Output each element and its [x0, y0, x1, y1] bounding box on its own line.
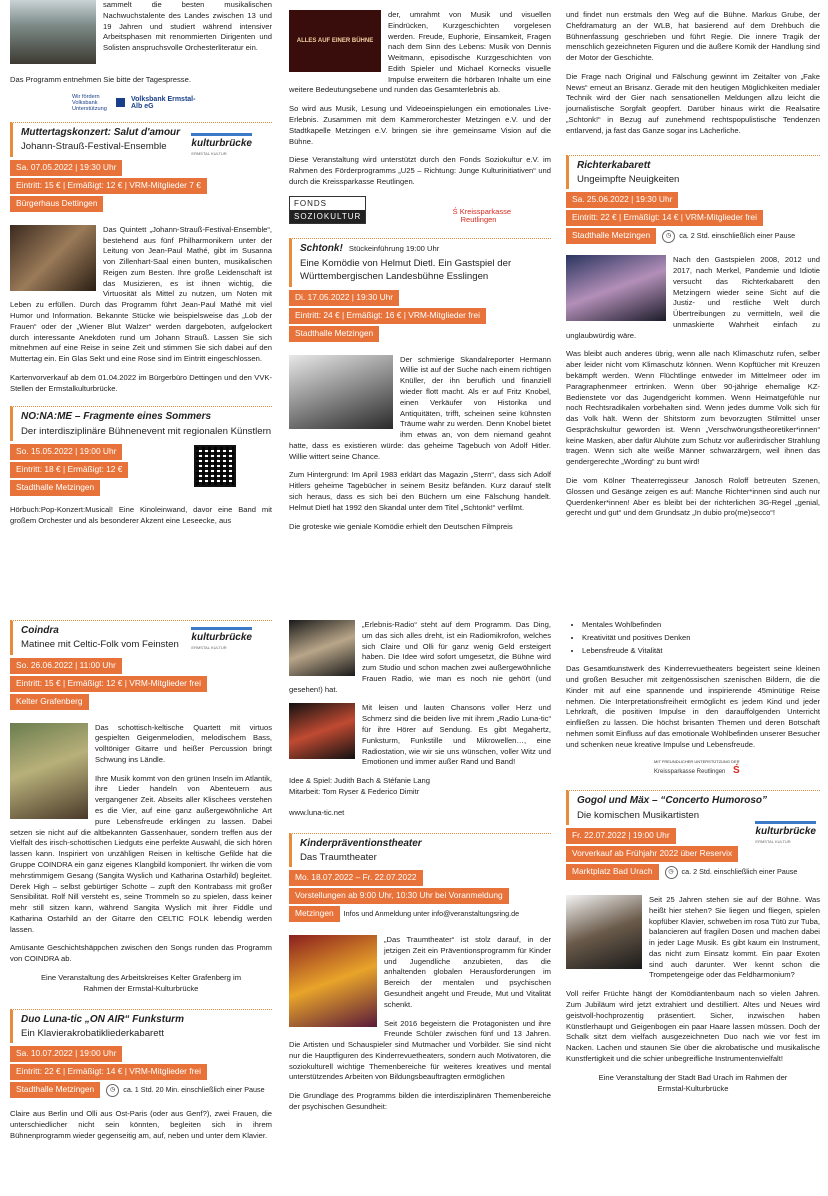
event-price: Eintritt: 22 € | Ermäßigt: 14 € | VRM-Mitglieder frei	[10, 1064, 207, 1080]
event-description-2: Seit 2016 begeistern die Protagonisten und ihre Freunde Schüler zwischen fünf und 13 Jahren. Die Artisten und Schauspieler sind Mutmacher und Vorbilder. Sie sind nicht nur die Hauptfiguren des Kinderrevuetheaters, sondern auch Motivatoren, die soziokulturell wichtige Themenbereiche für weiteres kreatives und mental unterstützendes Arbeiten von Bildungsbeauftragten ermöglichen	[289, 1018, 551, 1082]
event-presale: Vorverkauf ab Frühjahr 2022 über Reservix	[566, 846, 738, 862]
event-date: Fr. 22.07.2022 | 19:00 Uhr	[566, 828, 676, 844]
event-date: So. 15.05.2022 | 19:00 Uhr	[10, 444, 122, 460]
volksbank-icon	[116, 98, 125, 107]
event-date: Mo. 18.07.2022 – Fr. 22.07.2022	[289, 870, 423, 886]
list-item: • Kreativität und positives Denken	[582, 633, 820, 644]
intro-text: sammelt die besten musikalischen Nachwuchstalente des Landes zwischen 13 und 19 Jahren und studiert während intensiver Arbeitsphasen mit renommierten Dirigenten und Solisten anspruchsvolle Orchesterliteratur ein.	[103, 0, 272, 53]
event-footer: Eine Veranstaltung des Arbeitskreises Kelter Grafenberg im Rahmen der Ermstal-Kulturbrücke	[40, 972, 242, 993]
event-description: „Das Traumtheater“ ist stolz darauf, in der jetzigen Zeit ein Präventionsprogramm für Kinder und Jugendliche anzubieten, das die anhaltenden globalen Herausforderungen im Bereich der mentalen und psychischen Gesundheit angeht und Freude, Mut und Vitalität schenkt.	[384, 935, 551, 1009]
event-traumtheater	[289, 833, 551, 868]
column-1-lower	[10, 620, 272, 1149]
event-footer: Eine Veranstaltung der Stadt Bad Urach im Rahmen der Ermstal-Kulturbrücke	[598, 1072, 788, 1093]
event-description: Nach den Gastspielen 2008, 2012 und 2017, nach Merkel, Pandemie und Idiotie versucht das Richterkabarett den Metzingern wieder seine Sicht auf die Justiz- und restliche Welt durch Übertreibungen zu vermitteln, weil die unmaskierte Wahrheit einfach zu unglaubwürdig wäre.	[566, 255, 820, 340]
column-2	[289, 10, 551, 540]
event-background: Zum Hintergrund: Im April 1983 erklärt das Magazin „Stern“, dass sich Adolf Hitlers geheime Tagebücher in seinem Besitz befänden. Kurz darauf stellt sich heraus, dass es sich bei den Büchern um eine Fälschung handelt. Helmut Dietl hat 1992 den Skandal unter dem Titel „Schtonk!“ verfilmt.	[289, 470, 551, 512]
website-link[interactable]: www.luna-tic.net	[289, 807, 345, 817]
event-closing: Amüsante Geschichtshäppchen zwischen den Songs runden das Programm von COINDRA ab.	[10, 943, 272, 964]
event-subtitle: Die komischen Musikartisten	[577, 809, 700, 821]
event-subtitle: Der interdisziplinäre Bühnenevent mit regionalen Künstlern	[21, 425, 272, 437]
event-venue: Stadthalle Metzingen	[10, 480, 100, 496]
column-1	[10, 0, 272, 535]
event-duration: ca. 2 Std. einschließlich einer Pause	[679, 231, 796, 241]
event-subtitle: Ungeimpfte Neuigkeiten	[577, 173, 680, 185]
event-coindra	[10, 620, 272, 655]
kreissparkasse-logo: Ś Kreissparkasse Reutlingen	[452, 206, 511, 225]
event-presale: Kartenvorverkauf ab dem 01.04.2022 im Bürgerbüro Dettingen und den VVK-Stellen der Ermstalkulturbrücke.	[10, 372, 272, 393]
event-title: Richterkabarett	[577, 159, 651, 171]
event-title: NO:NA:ME – Fragmente eines Sommers	[21, 411, 212, 423]
event-subtitle: Johann-Strauß-Festival-Ensemble	[21, 141, 167, 153]
kulturbruecke-logo: kulturbrücke ERMSTAL KULTUR	[191, 627, 252, 651]
clock-icon: ◷	[662, 230, 675, 243]
intro-text: der, umrahmt von Musik und visuellen Eindrücken, Kurzgeschichten vorgelesen werden. Freude, Euphorie, Einsamkeit, Fragen nach dem Sinn des Lebens: Musik von Dennis Weitmann, episodische Kurzgeschichten von Edith Spieler und Michael Kornecks visuelle Impulse erweitern die hörbaren Inhalte um eine weitere Bedeutungsebene und runden das Gesamterlebnis ab.	[289, 10, 551, 95]
intro-note: Das Programm entnehmen Sie bitte der Tagespresse.	[10, 75, 191, 84]
event-description-2: Was bleibt auch anderes übrig, wenn alle nach Klimaschutz rufen, selber aber leider nicht vom Klimaschutz können. Wenn Kopftücher mit Kreuzen bekämpft werden. Wenn Flüchtlinge entweder im Mittelmeer oder im Paragraphenmeer ertrinken. Wenn über 90-jährige ehemalige KZ-Bedienstete vor das Jugendgericht kommen. Wenn Heimatgefühle nur noch Rechtsradikalen vorbehalten sind. Wenn jedes dumme Volk sich für das Volk hält. Wenn der Shitstorm zum bevorzugten Stilmittel unser Gesprächskultur geworden ist. Wenn „Verschwörungstheoretiker*innen“ keine Masken, aber dafür Aluhüte zum Schutz vor außerirdischer Strahlung tragen. Wenn sich alte weiße Männer schwarzärgern, weil ihnen das gendergerechte „Wording“ zu bunt wird!	[566, 349, 820, 467]
event-text: Das Gesamtkunstwerk des Kinderrevuetheaters begeistert seine kleinen und großen Besucher mit zeitgenössischen szenischen Bildern, die die Kinder mit auf eine spannende und inspirierende 45minütige Reise nehmen. Die Interpretationsfreiheit ermöglicht es jedem Kind und jeder Lehrkraft, die positiven Impulse in den darauffolgenden Unterricht einfließen zu lassen. Die höchst brisanten Themen und deren Botschaft nehmen somit Einfluss auf das emotionale Wohlbefinden unserer Besucher und schenken neue kreative Impulse und Lebensfreude.	[566, 664, 820, 749]
event-date: Di. 17.05.2022 | 19:30 Uhr	[289, 290, 399, 306]
event-muttertagskonzert	[10, 122, 272, 157]
event-price: Eintritt: 24 € | Ermäßigt: 16 € | VRM-Mitglieder frei	[289, 308, 486, 324]
credits-1: Idee & Spiel: Judith Bach & Stéfanie Lang	[289, 776, 431, 786]
volksbank-logo: Wir fördern Volksbank Unterstützung Volksbank Ermstal-Alb eG	[72, 93, 196, 113]
event-venue: Marktplatz Bad Urach	[566, 864, 659, 880]
event-date: So. 26.06.2022 | 11:00 Uhr	[10, 658, 122, 674]
credits-2: Mitarbeit: Tom Ryser & Federico Dimitr	[289, 786, 420, 796]
event-description: Hörbuch:Pop-Konzert:Musical! Eine Kinoleinwand, davor eine Band mit großem Orchester und als besonderer Akzent eine Leseecke, aus	[10, 505, 272, 525]
sparkasse-icon: Ś	[733, 765, 740, 777]
event-subtitle: Eine Komödie von Helmut Dietl. Ein Gastspiel der Württembergischen Landesbühne Esslingen	[300, 257, 512, 283]
event-description-2: Voll reifer Früchte hängt der Komödiantenbaum nach so vielen Jahren. Zum Jubiläum wird jetzt extrahiert und destilliert. Altes und Neues wird geistvoll-hochprozentig präsentiert. Sicher, inzwischen haben Künstlerhaupt und Geigenbogen ein paar Haare lassen müssen. Doch der Schalk sitzt dem vielfach ausgezeichneten Duo nach wie vor fest im Nacken. Lachen und staunen Sie über die akrobatische und musikalische Kunstfertigkeit und die schier unbegreifliche Instrumentenvielfalt!	[566, 989, 820, 1063]
richter-photo	[566, 255, 666, 321]
event-title: Coindra	[21, 625, 59, 636]
event-subtitle: Ein Klavierakrobatikliederkabarett	[21, 1027, 164, 1039]
schtonk-photo	[289, 355, 393, 429]
traumtheater-photo	[289, 935, 377, 1027]
list-item: • Lebensfreude & Vitalität	[582, 646, 820, 657]
event-award: Die groteske wie geniale Komödie erhielt den Deutschen Filmpreis	[289, 521, 513, 531]
event-subtitle: Matinee mit Celtic-Folk vom Feinsten	[21, 639, 179, 651]
event-duration: ca. 2 Std. einschließlich einer Pause	[681, 866, 798, 876]
qr-code[interactable]	[194, 445, 236, 487]
event-title: Schtonk!	[300, 243, 343, 255]
event-venue: Stadthalle Metzingen	[10, 1082, 100, 1098]
event-times: Vorstellungen ab 9:00 Uhr, 10:30 Uhr bei Voranmeldung	[289, 888, 509, 904]
event-description: Seit 25 Jahren stehen sie auf der Bühne. Was heißt hier stehen? Sie liegen und fliegen, spielen kopfüber Klavier, schweben im rosa Tütü zur Tuba, balancieren auf fragilen Dosen und machen dabei in jeder Lage Musik. Es gibt kaum ein Instrument, das nicht zum Einsatz kommt. Ein paar Exoten sind auch darunter. Wer kennt schon die Trompetengeige oder das Feldharmonium?	[649, 895, 820, 980]
event-description: Ihre Musik kommt von den grünen Inseln im Atlantik, ihre Lieder handeln von Abenteuern aus vergangener Zeit. Abseits aller Klischees verstehen es die Vier, auf eine ganz außergewöhnliche Art pure Lebensfreude erklingen zu lassen. Dabei setzen sie nicht auf die altbekannten Gassenhauer, sondern treffen aus der Vielfalt des irisch-schottischen Liedguts eine perfekte Auswahl, die sich hören lassen kann. Inspiriert von unzähligen Reisen in keltische Gefilde hat die Gruppe COINDRA ein ganz eigenes Klangbild komponiert. Ihr wirken die vom mehrstimmigem Gesang (Sangita Wyslich und Katharina Ostarhild) begleitet. Derek High – selbst gebürtiger Schotte – zupft den Kontrabass mit großer Sensibilität. Rolf Nill versteht es, seine Trommeln so zu spielen, dass keiner mehr still sitzen kann, während Sangita Wyslich mit ihrer Fiddle und Katharina Ostarhild an der Gitarre den CELTIC FOLK lebendig werden lassen.	[10, 773, 272, 934]
event-date: Sa. 25.06.2022 | 19:30 Uhr	[566, 192, 678, 208]
event-venue: Stadthalle Metzingen	[566, 228, 656, 244]
orchestra-photo	[10, 0, 96, 64]
clock-icon: ◷	[106, 1084, 119, 1097]
event-richterkabarett	[566, 155, 820, 190]
event-title: Duo Luna-tic „ON AIR“ Funksturm	[21, 1013, 184, 1025]
event-venue: Metzingen	[289, 906, 340, 922]
event-title-note: Stückeinführung 19:00 Uhr	[348, 244, 440, 254]
event-duration: ca. 1 Std. 20 Min. einschließlich einer Pause	[123, 1085, 265, 1095]
event-price: Eintritt: 15 € | Ermäßigt: 12 € | VRM-Mitglieder 7 €	[10, 178, 207, 194]
event-date: Sa. 07.05.2022 | 19:30 Uhr	[10, 160, 122, 176]
event-description: Claire aus Berlin und Olli aus Ost-Paris (oder aus Genf?), zwei Frauen, die unterschiedlicher nicht sein könnten, begleiten sich in ihrem Bühnenprogramm wieder gegenseitig am, auf, neben und unter dem Klavier.	[10, 1109, 272, 1140]
event-intro: Das schottisch-keltische Quartett mit virtuos gespielten Geigenmelodien, melodischem Bass, volltöniger Gitarre und heißer Percussion bringt Schwung ins Ländle.	[95, 722, 272, 764]
event-price: Eintritt: 18 € | Ermäßigt: 12 €	[10, 462, 128, 478]
event-price: Eintritt: 15 € | Ermäßigt: 12 € | VRM-Mitglieder frei	[10, 676, 207, 692]
event-date: Sa. 10.07.2022 | 19:00 Uhr	[10, 1046, 122, 1062]
ensemble-photo	[10, 225, 96, 291]
column-2-lower	[289, 620, 551, 1121]
event-description: Der schmierige Skandalreporter Hermann Willie ist auf der Suche nach einem richtigen Knüller, der ihn beruflich und finanziell wieder flott macht. Als er auf Fritz Knobel, einen Verkäufer von Historika und Antiquitäten, trifft, scheinen seine kühnsten Träume wahr zu werden. Denn Knobel bietet ihm etwas an, von dem niemand geahnt hatte, dass es existieren würde: das geheime Tagebuch von Adolf Hitler. Willie wittert seine Chance.	[289, 354, 551, 461]
event-subtitle: Das Traumtheater	[300, 851, 377, 863]
gogol-photo	[566, 895, 642, 969]
event-contact: Infos und Anmeldung unter info@veranstaltungsring.de	[343, 909, 520, 919]
intro-text-2: So wird aus Musik, Lesung und Videoeinspielungen ein emotionales Live-Erlebnis. Zusammen mit dem Kammerorchester Metzingen e.V. und der Stadtkapelle Metzingen e.V. bringen sie ihre gemeinsame Vision auf die Bühne.	[289, 104, 551, 146]
kulturbruecke-logo: kulturbrücke ERMSTAL KULTUR	[191, 133, 252, 157]
event-title: Kinderpräventionstheater	[300, 837, 422, 849]
intro-text-3: Diese Veranstaltung wird unterstützt durch den Fonds Soziokultur e.V. im Rahmen des Förderprogramms „U25 – Richtung: Junge Kulturinitiativen“ und durch die Kreissparkasse Reutlingen.	[289, 155, 551, 186]
clock-icon: ◷	[665, 866, 678, 879]
column-3-lower	[566, 620, 820, 1102]
event-description-3: Die Grundlage des Programms bilden die interdisziplinären Themenbereiche der psychischen Gesundheit:	[289, 1091, 551, 1111]
kulturbruecke-logo: kulturbrücke ERMSTAL KULTUR	[755, 821, 816, 845]
event-title: Muttertagskonzert: Salut d'amour	[21, 127, 181, 139]
chanson-photo	[289, 703, 355, 759]
column-3	[566, 10, 820, 527]
event-venue: Bürgerhaus Dettingen	[10, 196, 103, 212]
event-gogol-maex	[566, 790, 820, 825]
coindra-photo	[10, 723, 88, 819]
kreissparkasse-logo: MIT FREUNDLICHER UNTERSTÜTZUNG DER Kreissparkasse Reutlingen Ś	[654, 758, 740, 777]
event-title: Gogol und Mäx – “Concerto Humoroso”	[577, 795, 768, 807]
stage-photo: ALLES AUF EINER BÜHNE	[289, 10, 381, 72]
fonds-soziokultur-logo: FONDS SOZIOKULTUR	[289, 196, 366, 225]
list-item: • Mentales Wohlbefinden	[582, 620, 820, 631]
event-venue: Kelter Grafenberg	[10, 694, 89, 710]
event-price: Eintritt: 22 € | Ermäßigt: 14 € | VRM-Mitglieder frei	[566, 210, 763, 226]
themes-list	[566, 620, 820, 656]
event-duo-lunatic	[10, 1009, 272, 1044]
event-description: Das Quintett „Johann-Strauß-Festival-Ensemble“, bestehend aus fünf Philharmonikern unter der Leitung von Jean-Paul Mathé, gibt im Susanna von Zillenhart-Saal einen bunten, musikalischen Reigen zum Besten. Ihre große Leidenschaft ist das Musizieren, es ist ihnen wichtig, die Virtuosität als Mittel zu nutzen, um Noten mit Leben zu erfüllen. Durch das Programm führt Jean-Paul Mathé mit viel Humor und Information. Bekannte Stücke wie beispielsweise das „Lob der Frauen“ oder der „Wiener Blut Walzer“ werden dargeboten, aufgelockert durch interessante Anekdoten rund um Johann Strauß. Lassen Sie sich mitnehmen auf eine Reise in seine Zeit und stimmen Sie sich dabei auf den Muttertag ein. Ein Glas Sekt und eine Rose sind im Eintritt eingeschlossen.	[10, 224, 272, 364]
event-description-3: Die vom Kölner Theaterregisseur Janosch Roloff betreuten Szenen, Glossen und Gesänge zeigen es auf: Manche Richter*innen sind auch nur Querdenker*innen! Aber es bleibt bei der richterlichen 3G-Regel „genial, gerecht und gut“ und dem Grundsatz „In dubio pro(me)secco“!	[566, 476, 820, 518]
event-text-2: Mit leisen und lauten Chansons voller Herz und Schmerz sind die beiden live mit ihrem „Radio Luna-tic“ für ihre Hörer auf Sendung. Es gibt Megahertz, Funksturm, Funkstille und Mikrowellen…, eine Radiostation, wie wir sie uns wünschen, voller Witz und Emotionen und immer außer Rand und Band!	[362, 703, 551, 767]
event-nonamer	[10, 406, 272, 441]
event-venue: Stadthalle Metzingen	[289, 326, 379, 342]
event-text: „Erlebnis-Radio“ steht auf dem Programm. Das Ding, um das sich alles dreht, ist ein Radiomikrofon, welches sich Claire und Olli für ganz wenig Geld ersteigert haben. Die Idee wird sofort umgesetzt, die Bühne wird zum Studio und schon machen zwei außergewöhnliche Frauen Radio, wie man es noch nie gehört (und gesehen!) hat.	[289, 620, 551, 694]
intro-text: und findet nun erstmals den Weg auf die Bühne. Markus Grube, der Chefdramaturg an der WLB, hat basierend auf dem Drehbuch die Bühnenfassung geschrieben und führt Regie. Die innere Tragik der menschlich gezeichneten Figuren und die äußere Komik der Handlung sind der Motor der Geschichte.	[566, 10, 820, 63]
sparkasse-icon: Ś	[452, 206, 458, 216]
intro-text-2: Die Frage nach Original und Fälschung gewinnt im Zeitalter von „Fake News“ erneut an Brisanz. Gerade mit den heutigen Möglichkeiten medialer Technik wird der Gier nach sensationellen Meldungen allzu leicht die journalistische Sorgfalt geopfert. Darüber hinaus wirkt die Realsatire „Schtonk!“ in Bezug auf zunehmend rechtspopulistische Tendenzen entlarvend, ja fast das Ganze sogar ins Lächerliche.	[566, 71, 820, 135]
event-schtonk	[289, 238, 551, 286]
radio-photo	[289, 620, 355, 676]
